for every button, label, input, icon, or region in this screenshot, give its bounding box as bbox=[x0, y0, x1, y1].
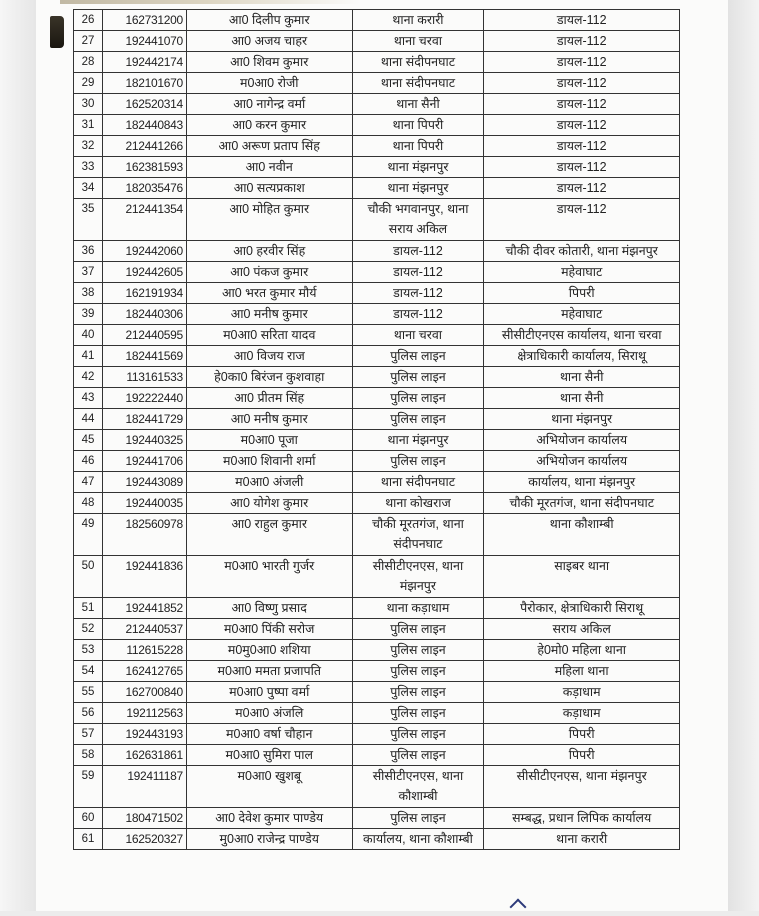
current-posting-cell: थाना कोखराज bbox=[352, 493, 484, 514]
pno-cell: 212440595 bbox=[102, 325, 186, 346]
table-row bbox=[74, 157, 680, 178]
serial-number-cell: 34 bbox=[74, 178, 103, 199]
new-posting-cell: डायल-112 bbox=[484, 31, 680, 52]
new-posting-cell: डायल-112 bbox=[484, 115, 680, 136]
current-posting-cell: कार्यालय, थाना कौशाम्बी bbox=[352, 829, 484, 850]
table-row bbox=[74, 325, 680, 346]
table-row bbox=[74, 283, 680, 304]
current-posting-cell: डायल-112 bbox=[352, 241, 484, 262]
current-posting-cell: थाना संदीपनघाट bbox=[352, 472, 484, 493]
table-row bbox=[74, 115, 680, 136]
name-cell: आ0 देवेश कुमार पाण्डेय bbox=[186, 808, 352, 829]
serial-number-cell: 30 bbox=[74, 94, 103, 115]
pno-cell: 212441354 bbox=[102, 199, 186, 241]
table-row bbox=[74, 472, 680, 493]
current-posting-cell: पुलिस लाइन bbox=[352, 346, 484, 367]
name-cell: म0आ0 शिवानी शर्मा bbox=[186, 451, 352, 472]
current-posting-cell: पुलिस लाइन bbox=[352, 640, 484, 661]
name-cell: आ0 मनीष कुमार bbox=[186, 304, 352, 325]
table-row bbox=[74, 661, 680, 682]
current-posting-cell: चौकी भगवानपुर, थाना सराय अकिल bbox=[352, 199, 484, 241]
serial-number-cell: 44 bbox=[74, 409, 103, 430]
table-row bbox=[74, 136, 680, 157]
table-row bbox=[74, 178, 680, 199]
new-posting-cell: थाना सैनी bbox=[484, 388, 680, 409]
table-row bbox=[74, 10, 680, 31]
name-cell: आ0 मनीष कुमार bbox=[186, 409, 352, 430]
table-row bbox=[74, 703, 680, 724]
new-posting-cell: डायल-112 bbox=[484, 52, 680, 73]
current-posting-cell: थाना संदीपनघाट bbox=[352, 73, 484, 94]
serial-number-cell: 29 bbox=[74, 73, 103, 94]
table-row bbox=[74, 409, 680, 430]
name-cell: आ0 विष्णु प्रसाद bbox=[186, 598, 352, 619]
table-row bbox=[74, 493, 680, 514]
current-posting-cell: थाना कड़ाधाम bbox=[352, 598, 484, 619]
current-posting-cell: थाना पिपरी bbox=[352, 115, 484, 136]
serial-number-cell: 46 bbox=[74, 451, 103, 472]
new-posting-cell: चौकी मूरतगंज, थाना संदीपनघाट bbox=[484, 493, 680, 514]
name-cell: आ0 अजय चाहर bbox=[186, 31, 352, 52]
new-posting-cell: डायल-112 bbox=[484, 157, 680, 178]
name-cell: आ0 दिलीप कुमार bbox=[186, 10, 352, 31]
name-cell: म0आ0 पुष्पा वर्मा bbox=[186, 682, 352, 703]
serial-number-cell: 53 bbox=[74, 640, 103, 661]
pno-cell: 192440325 bbox=[102, 430, 186, 451]
current-posting-cell: थाना मंझनपुर bbox=[352, 430, 484, 451]
new-posting-cell: साइबर थाना bbox=[484, 556, 680, 598]
current-posting-cell: डायल-112 bbox=[352, 283, 484, 304]
new-posting-cell: हे0मो0 महिला थाना bbox=[484, 640, 680, 661]
name-cell: आ0 योगेश कुमार bbox=[186, 493, 352, 514]
name-cell: हे0का0 बिरंजन कुशवाहा bbox=[186, 367, 352, 388]
table-row bbox=[74, 430, 680, 451]
pno-cell: 162731200 bbox=[102, 10, 186, 31]
serial-number-cell: 39 bbox=[74, 304, 103, 325]
serial-number-cell: 27 bbox=[74, 31, 103, 52]
pno-cell: 192442605 bbox=[102, 262, 186, 283]
new-posting-cell: डायल-112 bbox=[484, 199, 680, 241]
pno-cell: 182440843 bbox=[102, 115, 186, 136]
pno-cell: 192443089 bbox=[102, 472, 186, 493]
current-posting-cell: पुलिस लाइन bbox=[352, 619, 484, 640]
table-row bbox=[74, 388, 680, 409]
pno-cell: 192441706 bbox=[102, 451, 186, 472]
name-cell: आ0 हरवीर सिंह bbox=[186, 241, 352, 262]
pno-cell: 113161533 bbox=[102, 367, 186, 388]
new-posting-cell: अभियोजन कार्यालय bbox=[484, 430, 680, 451]
new-posting-cell: डायल-112 bbox=[484, 73, 680, 94]
pno-cell: 182441729 bbox=[102, 409, 186, 430]
name-cell: आ0 प्रीतम सिंह bbox=[186, 388, 352, 409]
name-cell: म0आ0 अंजली bbox=[186, 472, 352, 493]
table-row bbox=[74, 640, 680, 661]
transfer-roster-table bbox=[73, 9, 680, 850]
table-row bbox=[74, 745, 680, 766]
name-cell: म0आ0 अंजलि bbox=[186, 703, 352, 724]
current-posting-cell: डायल-112 bbox=[352, 262, 484, 283]
table-row bbox=[74, 94, 680, 115]
new-posting-cell: डायल-112 bbox=[484, 178, 680, 199]
current-posting-cell: थाना संदीपनघाट bbox=[352, 52, 484, 73]
current-posting-cell: पुलिस लाइन bbox=[352, 388, 484, 409]
new-posting-cell: पिपरी bbox=[484, 283, 680, 304]
table-row bbox=[74, 682, 680, 703]
new-posting-cell: डायल-112 bbox=[484, 136, 680, 157]
binder-clip-icon bbox=[50, 16, 64, 48]
serial-number-cell: 48 bbox=[74, 493, 103, 514]
name-cell: मु0आ0 राजेन्द्र पाण्डेय bbox=[186, 829, 352, 850]
table-row bbox=[74, 724, 680, 745]
name-cell: म0आ0 रोजी bbox=[186, 73, 352, 94]
pno-cell: 112615228 bbox=[102, 640, 186, 661]
new-posting-cell: चौकी दीवर कोतारी, थाना मंझनपुर bbox=[484, 241, 680, 262]
current-posting-cell: थाना चरवा bbox=[352, 325, 484, 346]
serial-number-cell: 49 bbox=[74, 514, 103, 556]
name-cell: आ0 करन कुमार bbox=[186, 115, 352, 136]
serial-number-cell: 55 bbox=[74, 682, 103, 703]
name-cell: म0आ0 खुशबू bbox=[186, 766, 352, 808]
serial-number-cell: 32 bbox=[74, 136, 103, 157]
new-posting-cell: डायल-112 bbox=[484, 94, 680, 115]
serial-number-cell: 52 bbox=[74, 619, 103, 640]
new-posting-cell: पिपरी bbox=[484, 745, 680, 766]
name-cell: आ0 सत्यप्रकाश bbox=[186, 178, 352, 199]
new-posting-cell: महिला थाना bbox=[484, 661, 680, 682]
current-posting-cell: पुलिस लाइन bbox=[352, 745, 484, 766]
table-row bbox=[74, 619, 680, 640]
pno-cell: 192443193 bbox=[102, 724, 186, 745]
serial-number-cell: 38 bbox=[74, 283, 103, 304]
name-cell: आ0 राहुल कुमार bbox=[186, 514, 352, 556]
table-row bbox=[74, 73, 680, 94]
name-cell: आ0 भरत कुमार मौर्य bbox=[186, 283, 352, 304]
top-edge-smudge bbox=[60, 0, 360, 4]
table-row bbox=[74, 829, 680, 850]
serial-number-cell: 35 bbox=[74, 199, 103, 241]
serial-number-cell: 61 bbox=[74, 829, 103, 850]
serial-number-cell: 37 bbox=[74, 262, 103, 283]
name-cell: आ0 नवीन bbox=[186, 157, 352, 178]
current-posting-cell: पुलिस लाइन bbox=[352, 451, 484, 472]
roster-body bbox=[74, 10, 680, 850]
name-cell: म0आ0 वर्षा चौहान bbox=[186, 724, 352, 745]
name-cell: आ0 शिवम कुमार bbox=[186, 52, 352, 73]
pno-cell: 182441569 bbox=[102, 346, 186, 367]
new-posting-cell: थाना सैनी bbox=[484, 367, 680, 388]
serial-number-cell: 60 bbox=[74, 808, 103, 829]
pno-cell: 162631861 bbox=[102, 745, 186, 766]
pno-cell: 162520327 bbox=[102, 829, 186, 850]
pno-cell: 192441836 bbox=[102, 556, 186, 598]
current-posting-cell: पुलिस लाइन bbox=[352, 409, 484, 430]
new-posting-cell: सीसीटीएनएस कार्यालय, थाना चरवा bbox=[484, 325, 680, 346]
name-cell: म0आ0 भारती गुर्जर bbox=[186, 556, 352, 598]
pno-cell: 182101670 bbox=[102, 73, 186, 94]
pno-cell: 212440537 bbox=[102, 619, 186, 640]
table-row bbox=[74, 766, 680, 808]
name-cell: म0आ0 पूजा bbox=[186, 430, 352, 451]
name-cell: म0आ0 ममता प्रजापति bbox=[186, 661, 352, 682]
pno-cell: 192442174 bbox=[102, 52, 186, 73]
serial-number-cell: 45 bbox=[74, 430, 103, 451]
table-row bbox=[74, 514, 680, 556]
name-cell: आ0 विजय राज bbox=[186, 346, 352, 367]
current-posting-cell: थाना मंझनपुर bbox=[352, 157, 484, 178]
table-row bbox=[74, 52, 680, 73]
serial-number-cell: 31 bbox=[74, 115, 103, 136]
new-posting-cell: पिपरी bbox=[484, 724, 680, 745]
current-posting-cell: पुलिस लाइन bbox=[352, 703, 484, 724]
name-cell: आ0 पंकज कुमार bbox=[186, 262, 352, 283]
current-posting-cell: थाना सैनी bbox=[352, 94, 484, 115]
new-posting-cell: थाना कौशाम्बी bbox=[484, 514, 680, 556]
serial-number-cell: 54 bbox=[74, 661, 103, 682]
serial-number-cell: 43 bbox=[74, 388, 103, 409]
pno-cell: 192441852 bbox=[102, 598, 186, 619]
new-posting-cell: महेवाघाट bbox=[484, 304, 680, 325]
serial-number-cell: 42 bbox=[74, 367, 103, 388]
pno-cell: 192441070 bbox=[102, 31, 186, 52]
new-posting-cell: सम्बद्ध, प्रधान लिपिक कार्यालय bbox=[484, 808, 680, 829]
serial-number-cell: 56 bbox=[74, 703, 103, 724]
name-cell: आ0 मोहित कुमार bbox=[186, 199, 352, 241]
serial-number-cell: 40 bbox=[74, 325, 103, 346]
current-posting-cell: थाना करारी bbox=[352, 10, 484, 31]
serial-number-cell: 51 bbox=[74, 598, 103, 619]
page-left-shadow bbox=[0, 0, 36, 911]
serial-number-cell: 50 bbox=[74, 556, 103, 598]
new-posting-cell: पैरोकार, क्षेत्राधिकारी सिराथू bbox=[484, 598, 680, 619]
name-cell: आ0 अरूण प्रताप सिंह bbox=[186, 136, 352, 157]
pno-cell: 180471502 bbox=[102, 808, 186, 829]
new-posting-cell: कड़ाधाम bbox=[484, 703, 680, 724]
name-cell: म0आ0 सरिता यादव bbox=[186, 325, 352, 346]
serial-number-cell: 57 bbox=[74, 724, 103, 745]
current-posting-cell: डायल-112 bbox=[352, 304, 484, 325]
name-cell: म0आ0 सुमिरा पाल bbox=[186, 745, 352, 766]
page-right-edge bbox=[728, 0, 759, 911]
pno-cell: 162191934 bbox=[102, 283, 186, 304]
current-posting-cell: पुलिस लाइन bbox=[352, 724, 484, 745]
pno-cell: 192112563 bbox=[102, 703, 186, 724]
pno-cell: 192440035 bbox=[102, 493, 186, 514]
table-row bbox=[74, 598, 680, 619]
pno-cell: 162520314 bbox=[102, 94, 186, 115]
table-row bbox=[74, 556, 680, 598]
current-posting-cell: थाना चरवा bbox=[352, 31, 484, 52]
serial-number-cell: 36 bbox=[74, 241, 103, 262]
table-row bbox=[74, 199, 680, 241]
table-row bbox=[74, 367, 680, 388]
name-cell: म0मु0आ0 शशिया bbox=[186, 640, 352, 661]
pno-cell: 162700840 bbox=[102, 682, 186, 703]
pno-cell: 192222440 bbox=[102, 388, 186, 409]
serial-number-cell: 26 bbox=[74, 10, 103, 31]
current-posting-cell: थाना मंझनपुर bbox=[352, 178, 484, 199]
table-row bbox=[74, 451, 680, 472]
name-cell: म0आ0 पिंकी सरोज bbox=[186, 619, 352, 640]
table-row bbox=[74, 241, 680, 262]
current-posting-cell: पुलिस लाइन bbox=[352, 661, 484, 682]
current-posting-cell: थाना पिपरी bbox=[352, 136, 484, 157]
pno-cell: 192411187 bbox=[102, 766, 186, 808]
serial-number-cell: 59 bbox=[74, 766, 103, 808]
pno-cell: 212441266 bbox=[102, 136, 186, 157]
serial-number-cell: 41 bbox=[74, 346, 103, 367]
current-posting-cell: सीसीटीएनएस, थाना मंझनपुर bbox=[352, 556, 484, 598]
new-posting-cell: सराय अकिल bbox=[484, 619, 680, 640]
current-posting-cell: सीसीटीएनएस, थाना कौशाम्बी bbox=[352, 766, 484, 808]
current-posting-cell: पुलिस लाइन bbox=[352, 367, 484, 388]
table-row bbox=[74, 31, 680, 52]
pno-cell: 182035476 bbox=[102, 178, 186, 199]
table-row bbox=[74, 262, 680, 283]
new-posting-cell: कड़ाधाम bbox=[484, 682, 680, 703]
current-posting-cell: चौकी मूरतगंज, थाना संदीपनघाट bbox=[352, 514, 484, 556]
serial-number-cell: 47 bbox=[74, 472, 103, 493]
pno-cell: 182560978 bbox=[102, 514, 186, 556]
new-posting-cell: अभियोजन कार्यालय bbox=[484, 451, 680, 472]
current-posting-cell: पुलिस लाइन bbox=[352, 808, 484, 829]
new-posting-cell: डायल-112 bbox=[484, 10, 680, 31]
current-posting-cell: पुलिस लाइन bbox=[352, 682, 484, 703]
serial-number-cell: 33 bbox=[74, 157, 103, 178]
pno-cell: 192442060 bbox=[102, 241, 186, 262]
pno-cell: 162381593 bbox=[102, 157, 186, 178]
name-cell: आ0 नागेन्द्र वर्मा bbox=[186, 94, 352, 115]
table-row bbox=[74, 808, 680, 829]
new-posting-cell: कार्यालय, थाना मंझनपुर bbox=[484, 472, 680, 493]
pno-cell: 182440306 bbox=[102, 304, 186, 325]
table-row bbox=[74, 346, 680, 367]
new-posting-cell: महेवाघाट bbox=[484, 262, 680, 283]
new-posting-cell: क्षेत्राधिकारी कार्यालय, सिराथू bbox=[484, 346, 680, 367]
serial-number-cell: 28 bbox=[74, 52, 103, 73]
new-posting-cell: थाना मंझनपुर bbox=[484, 409, 680, 430]
table-row bbox=[74, 304, 680, 325]
serial-number-cell: 58 bbox=[74, 745, 103, 766]
pno-cell: 162412765 bbox=[102, 661, 186, 682]
new-posting-cell: थाना करारी bbox=[484, 829, 680, 850]
new-posting-cell: सीसीटीएनएस, थाना मंझनपुर bbox=[484, 766, 680, 808]
